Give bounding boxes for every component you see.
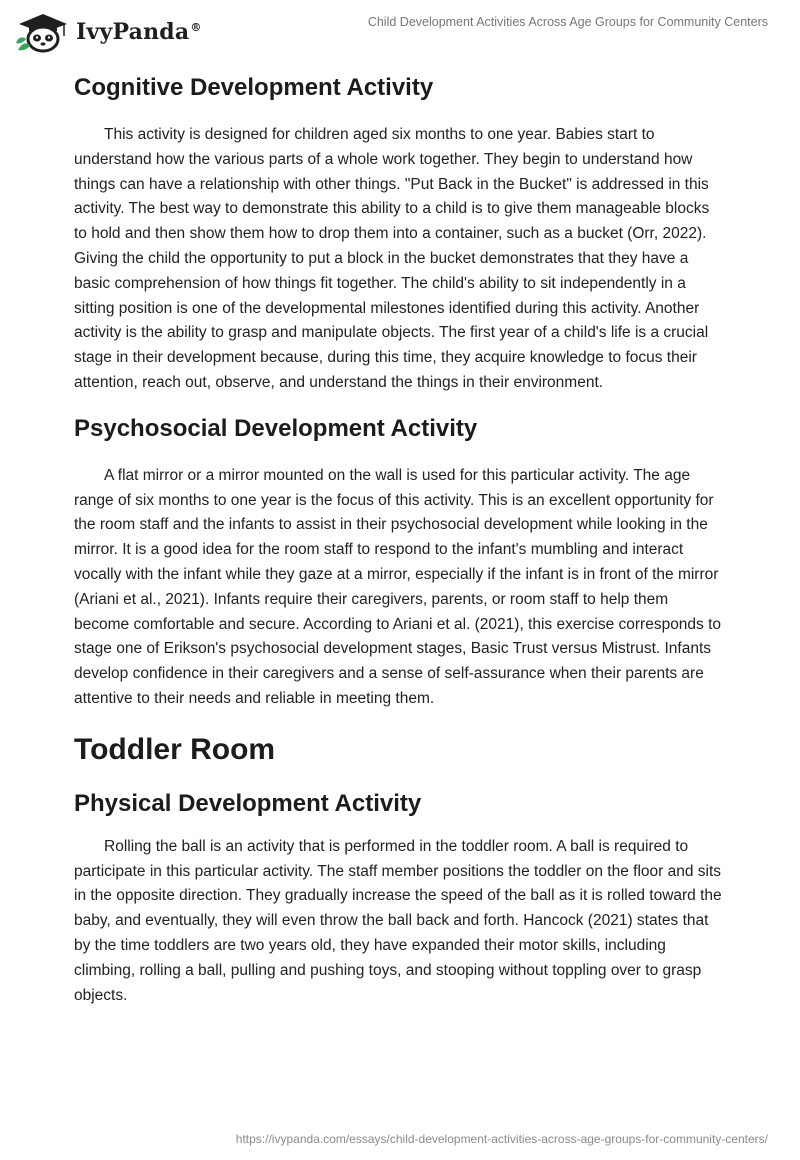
document-title: Child Development Activities Across Age Groups for Community Centers <box>367 15 768 29</box>
heading-physical-development: Physical Development Activity <box>74 789 422 817</box>
heading-toddler-room: Toddler Room <box>74 732 276 766</box>
paragraph-cognitive-development: This activity is designed for children aged six months to one year. Babies start to understand how the various parts of a whole work together. They begin to understand how things can have a relationship with other things. "Put Back in the Bucket" is addressed in this activity. The best way to demonstrate this ability to a child is to give them manageable blocks to hold and then show them how to drop them into a container, such as a bucket (Orr, 2022). Giving the child the opportunity to put a block in the bucket demonstrates that they have a basic comprehension of how things fit together. The child's ability to sit independently in a sitting position is one of the developmental milestones identified during this activity. Another activity is the ability to grasp and manipulate objects. The first year of a child's life is a crucial stage in their development because, during this time, they acquire knowledge to focus their attention, reach out, observe, and understand the things in their environment. <box>74 126 710 391</box>
heading-psychosocial-development: Psychosocial Development Activity <box>74 414 478 442</box>
logo-text: IvyPanda® <box>76 19 202 45</box>
ivypanda-logo[interactable] <box>14 10 202 54</box>
essay-content <box>74 72 726 1008</box>
page-header <box>0 0 800 62</box>
panda-logo-icon <box>14 10 72 54</box>
paragraph-psychosocial-development: A flat mirror or a mirror mounted on the wall is used for this particular activity. The age range of six months to one year is the focus of this activity. This is an excellent opportunity for the room staff and the infants to assist in their psychosocial development while looking in the mirror. It is a good idea for the room staff to respond to the infant's mumbling and interact vocally with the infant while they gaze at a mirror, especially if the infant is in front of the mirror (Ariani et al., 2021). Infants require their caregivers, parents, or room staff to help them become comfortable and secure. According to Ariani et al. (2021), this exercise corresponds to stage one of Erikson's psychosocial development stages, Basic Trust versus Mistrust. Infants develop confidence in their caregivers and a sense of self-assurance when their parents are attentive to their needs and reliable in meeting them. <box>74 466 722 707</box>
footer-source-url[interactable]: https://ivypanda.com/essays/child-development-activities-across-age-groups-for-community-centers/ <box>235 1132 768 1146</box>
paragraph-physical-development: Rolling the ball is an activity that is performed in the toddler room. A ball is required to participate in this particular activity. The staff member positions the toddler on the floor and sits in the opposite direction. They gradually increase the speed of the ball as it is rolled toward the baby, and eventually, they will even throw the ball back and forth. Hancock (2021) states that by the time toddlers are two years old, they have expanded their motor skills, including climbing, rolling a ball, pulling and pushing toys, and stooping without toppling over to grasp objects. <box>74 837 722 1004</box>
heading-cognitive-development: Cognitive Development Activity <box>74 74 434 101</box>
